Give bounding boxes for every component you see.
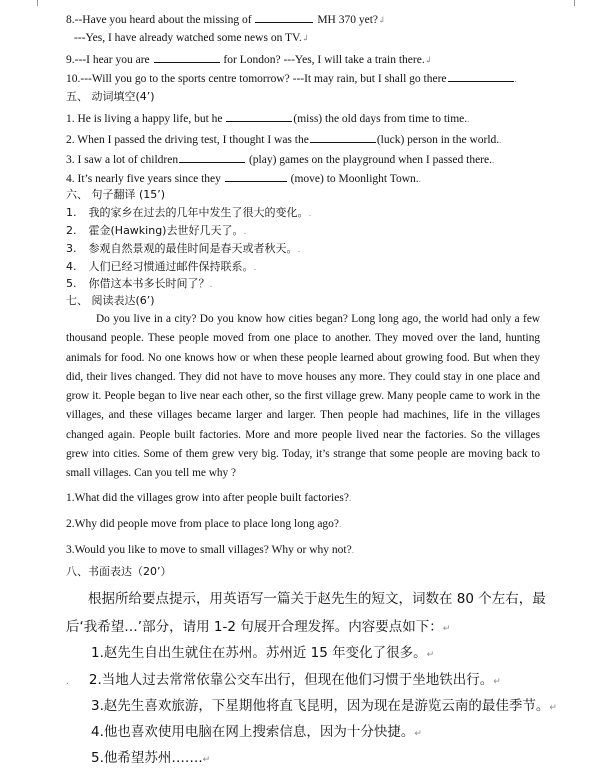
verb-text: (miss) the old days from time to time. xyxy=(293,113,468,125)
answer-blank[interactable] xyxy=(226,110,292,122)
writing-point-1 xyxy=(91,646,434,662)
reading-question-1 xyxy=(66,491,351,505)
verb-text: 3. I saw a lot of children xyxy=(66,154,179,166)
margin-mark xyxy=(574,0,575,6)
paragraph-mark: . xyxy=(209,280,213,290)
answer-blank[interactable] xyxy=(179,151,245,163)
reading-question-3 xyxy=(66,543,354,557)
writing-intro-line-2 xyxy=(66,620,450,636)
paragraph-mark: . xyxy=(467,114,470,124)
q8-text-a: 8.--Have you heard about the missing of xyxy=(66,14,252,26)
enter-mark: ↵ xyxy=(426,650,435,660)
question-8 xyxy=(66,11,386,27)
paragraph-mark: . xyxy=(297,245,301,255)
translation-text: 参观自然景观的最佳时间是春天或者秋天。 xyxy=(88,242,298,255)
verb-text: 4. It’s nearly five years since they xyxy=(66,173,221,185)
answer-blank[interactable] xyxy=(154,51,220,63)
paragraph-mark: . xyxy=(351,545,354,555)
enter-mark: ↵ xyxy=(493,677,501,687)
enter-mark: ↵ xyxy=(549,703,557,713)
paragraph-mark: ↲ xyxy=(301,33,310,43)
translation-text: 霍金(Hawking)去世好几天了。 xyxy=(88,224,244,237)
paragraph-mark: . xyxy=(499,135,502,145)
margin-mark xyxy=(37,0,38,6)
item-number: 5. xyxy=(66,277,77,290)
writing-point-3 xyxy=(91,699,557,715)
verb-item-3 xyxy=(66,151,494,167)
question-10 xyxy=(66,70,517,86)
writing-point-4 xyxy=(91,725,422,741)
verb-item-1 xyxy=(66,110,469,126)
enter-mark: ↵ xyxy=(414,729,422,739)
intro-text: 后‘我希望…’部分，请用 1-2 句展开合理发挥。内容要点如下： xyxy=(66,619,443,635)
point-text: 1.赵先生自出生就住在苏州。苏州近 15 年变化了很多。 xyxy=(91,645,427,661)
point-text: 4.他也喜欢使用电脑在网上搜索信息，因为十分快捷。 xyxy=(91,724,415,740)
item-number: 3. xyxy=(66,242,77,255)
answer-blank[interactable] xyxy=(448,70,514,82)
paragraph-mark: . xyxy=(253,263,257,273)
writing-intro-line-1: 根据所给要点提示，用英语写一篇关于赵先生的短文，词数在 80 个左右，最 xyxy=(88,591,546,607)
answer-blank[interactable] xyxy=(255,11,313,23)
enter-mark: ↵ xyxy=(202,755,211,765)
translation-text: 人们已经习惯通过邮件保持联系。 xyxy=(88,260,254,273)
translation-text: 你借这本书多长时间了？ xyxy=(88,277,210,290)
answer-blank[interactable] xyxy=(225,170,287,182)
q10-text-a: 10.---Will you go to the sports centre tomorrow? ---It may rain, but I shall go there xyxy=(66,73,447,85)
verb-item-2 xyxy=(66,131,501,147)
question-8-reply xyxy=(74,31,309,45)
verb-text: (luck) person in the world. xyxy=(376,134,500,146)
translation-item-1 xyxy=(66,206,311,221)
passage-text: Do you live in a city? Do you know how cities began? Long long ago, the world had only a few thousand people. These people moved from one place to another. They moved over the land, hunting animals for food. No one knows how or when these people learned about growing food. But when they did, their lives changed. They did not have to move houses any more. They could stay in one place and grow it. People began to live near each other, so the first village grew. Many people came to work in the villages, and these villages became larger and larger. Then people had machines, life in the villages changed again. People built factories. More and more people lived near the factories. So the villages grew into cities. Some of them grew very big. Today, it’s strange that some people are moving back to small villages. Can you tell me why ? xyxy=(66,313,540,480)
paragraph-mark: ↲ xyxy=(424,55,433,65)
verb-text: 2. When I passed the driving test, I thought I was the xyxy=(66,134,309,146)
question-text: 1.What did the villages grow into after people built factories? xyxy=(66,492,349,504)
translation-item-3 xyxy=(66,242,300,257)
question-text: 2.Why did people move from place to place long long ago? xyxy=(66,518,340,530)
translation-item-4 xyxy=(66,260,256,275)
item-number: 4. xyxy=(66,260,77,273)
point-text: 5.他希望苏州……. xyxy=(91,750,203,766)
writing-point-5 xyxy=(91,751,210,767)
verb-text: (play) games on the playground when I passed there. xyxy=(248,154,492,166)
paragraph-mark: . xyxy=(514,74,517,84)
q8-text-c: ---Yes, I have already watched some news on TV. xyxy=(74,32,302,44)
bullet-dot: . xyxy=(66,677,69,687)
verb-item-4 xyxy=(66,170,421,186)
paragraph-mark: . xyxy=(492,155,495,165)
verb-text: (move) to Moonlight Town. xyxy=(290,173,419,185)
translation-text: 我的家乡在过去的几年中发生了很大的变化。 xyxy=(88,206,309,219)
item-number: 2. xyxy=(66,224,77,237)
section-5-title: 五、 动词填空(4’) xyxy=(66,90,155,103)
answer-blank[interactable] xyxy=(310,131,376,143)
enter-mark: ↵ xyxy=(442,624,451,634)
section-8-title: 八、书面表达（20’） xyxy=(66,565,172,578)
paragraph-mark: . xyxy=(308,209,312,219)
reading-question-2 xyxy=(66,517,341,531)
section-6-title: 六、 句子翻译 (15’) xyxy=(66,188,166,201)
point-text: 2.当地人过去常常依靠公交车出行，但现在他们习惯于坐地铁出行。 xyxy=(88,672,494,688)
q9-text-a: 9.---I hear you are xyxy=(66,54,150,66)
point-text: 3.赵先生喜欢旅游，下星期他将直飞昆明，因为现在是游览云南的最佳季节。 xyxy=(91,698,550,714)
paragraph-mark: . xyxy=(339,519,342,529)
reading-passage xyxy=(66,310,540,484)
q8-text-b: MH 370 yet? xyxy=(317,14,378,26)
paragraph-mark: . xyxy=(418,174,421,184)
q9-text-b: for London? ---Yes, I will take a train there. xyxy=(223,54,425,66)
translation-item-2 xyxy=(66,224,246,239)
section-7-title: 七、 阅读表达(6’) xyxy=(66,294,155,307)
translation-item-5 xyxy=(66,277,212,292)
writing-point-2 xyxy=(66,673,501,689)
verb-text: 1. He is living a happy life, but he xyxy=(66,113,223,125)
paragraph-mark: . xyxy=(243,227,247,237)
item-number: 1. xyxy=(66,206,77,219)
paragraph-mark: ↲ xyxy=(378,15,386,25)
paragraph-mark: . xyxy=(348,493,352,503)
question-9 xyxy=(66,51,432,67)
question-text: 3.Would you like to move to small villages? Why or why not? xyxy=(66,544,352,556)
